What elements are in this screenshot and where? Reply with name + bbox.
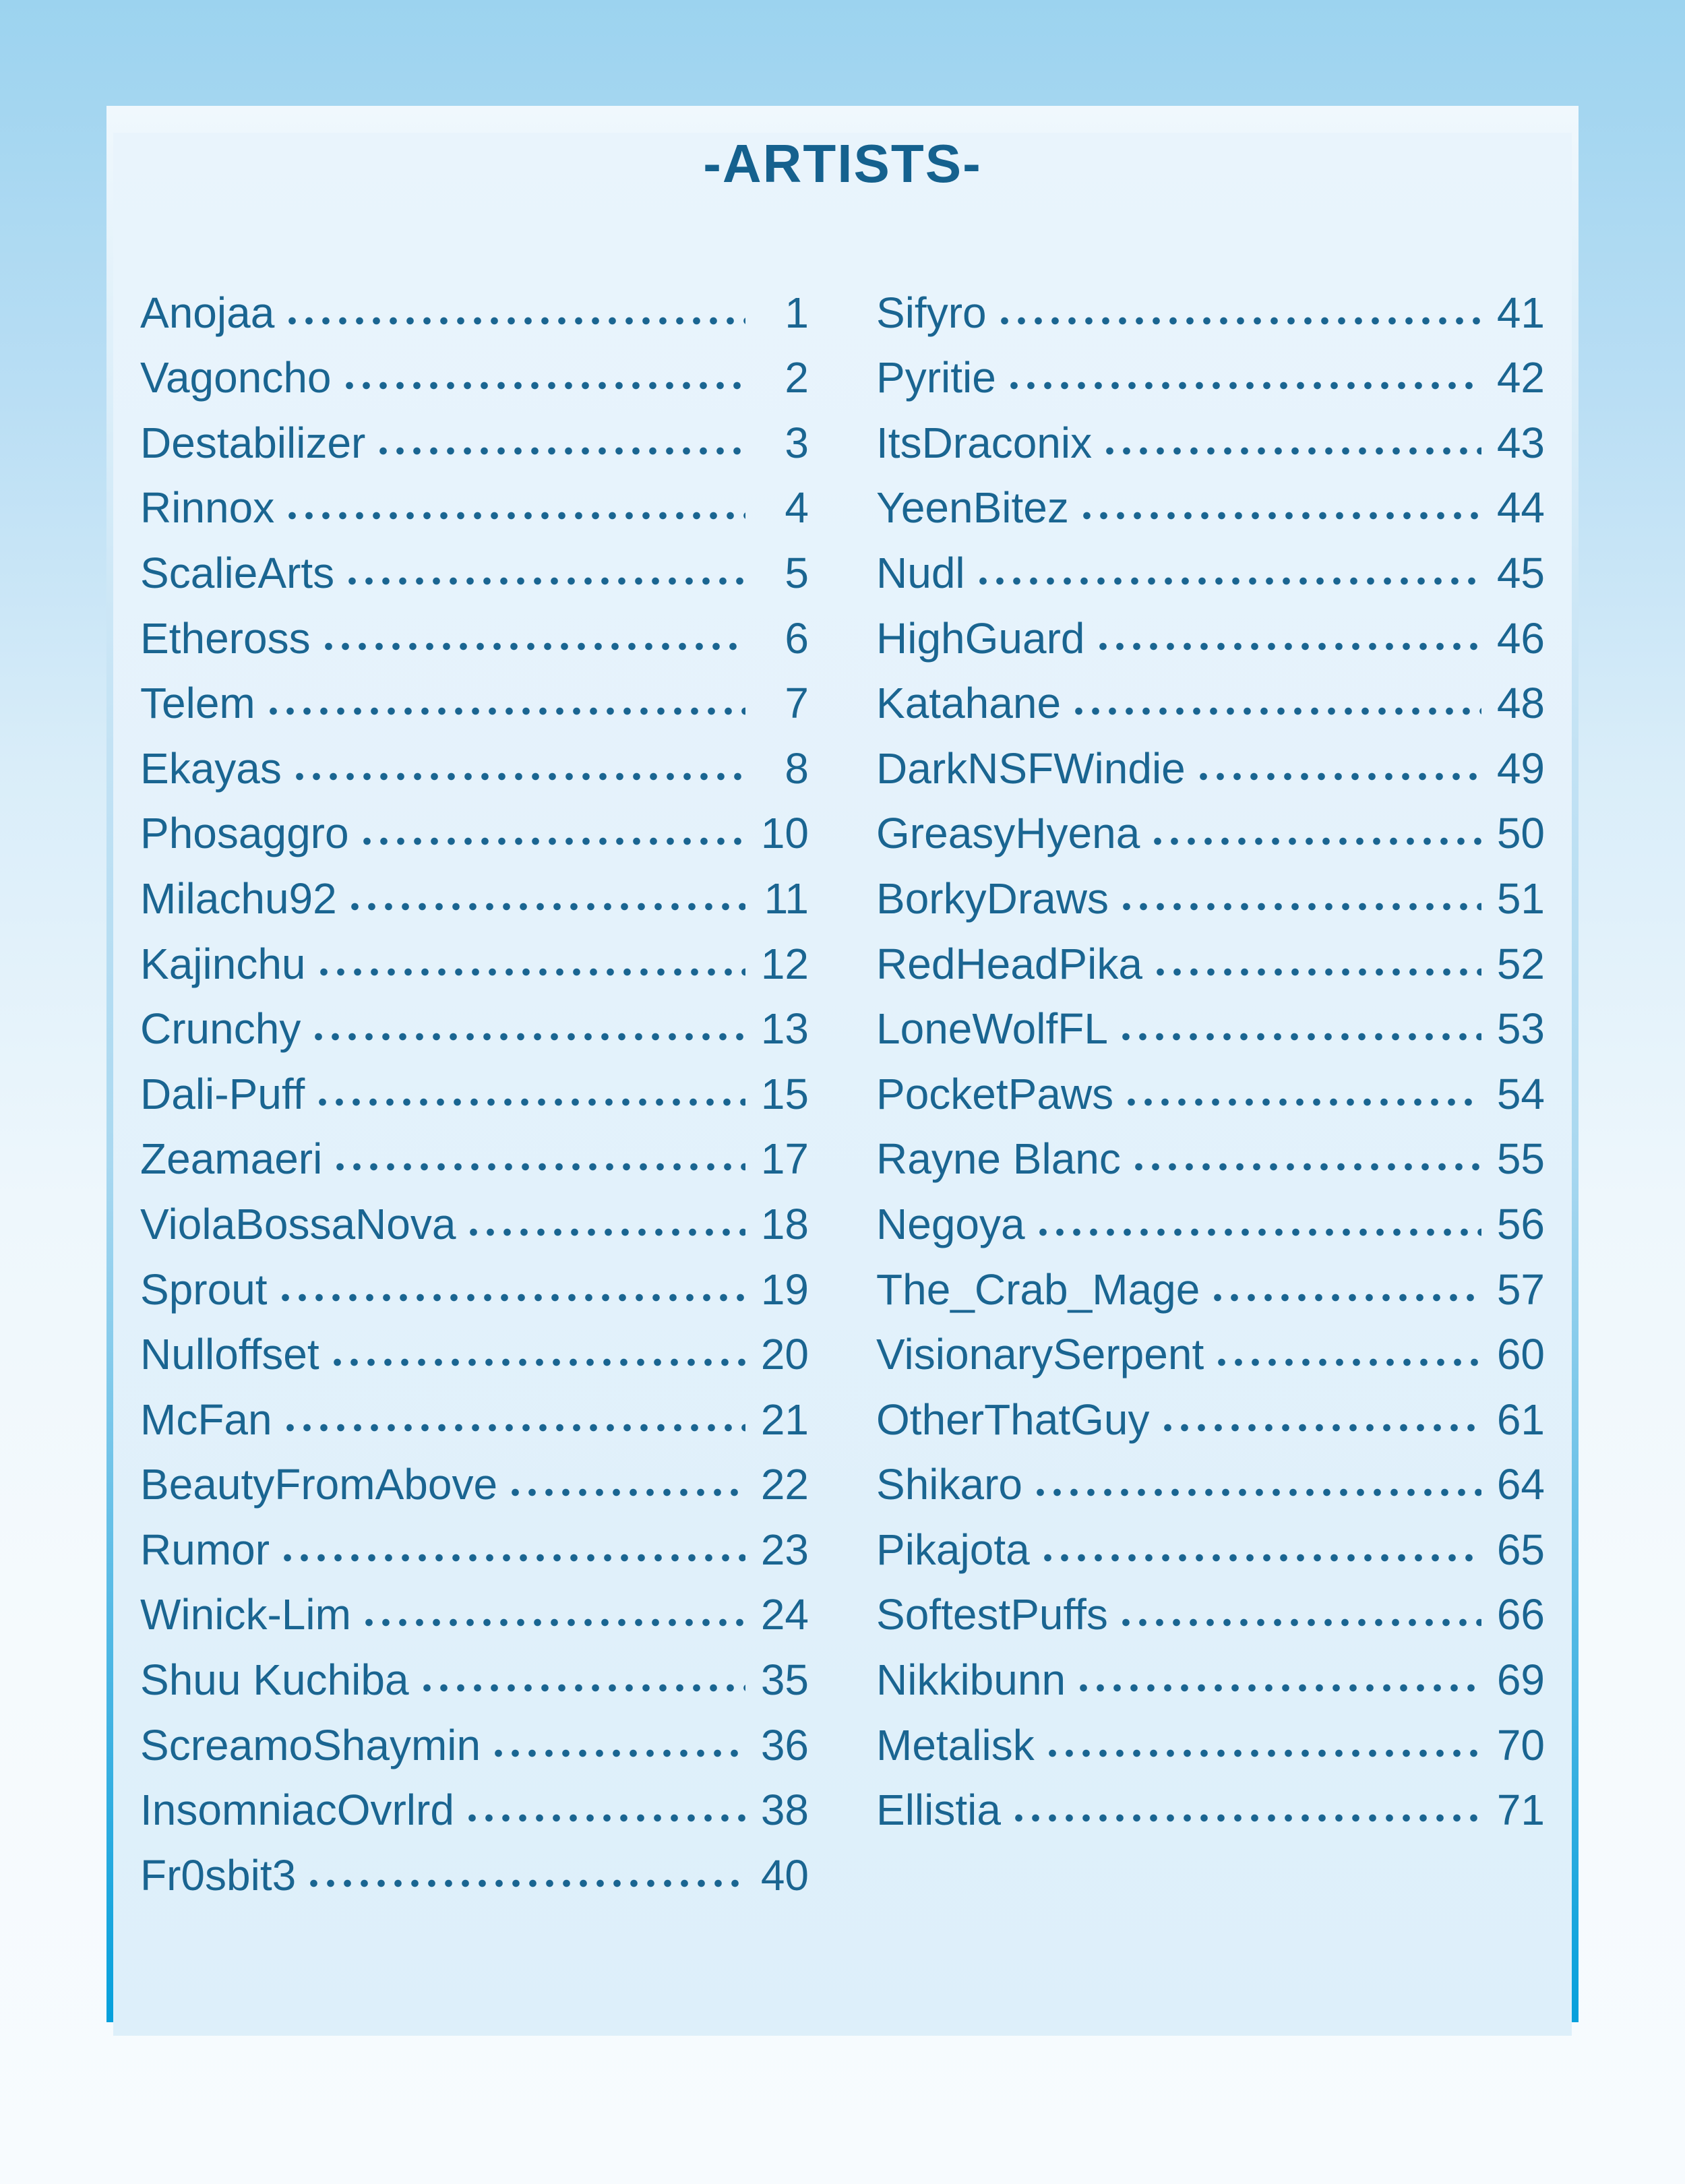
toc-entry: [140, 529, 809, 595]
page-number: 22: [760, 1460, 809, 1509]
toc-entry: [876, 1571, 1545, 1637]
dot-leader: [1117, 1033, 1481, 1041]
dot-leader: [284, 512, 745, 520]
page-number: 61: [1496, 1395, 1545, 1444]
page-number: 15: [760, 1069, 809, 1118]
toc-entry: [876, 269, 1545, 337]
page-number: 23: [760, 1525, 809, 1574]
toc-entry: [876, 1311, 1545, 1379]
artist-name: OtherThatGuy: [876, 1395, 1150, 1444]
toc-entry: [876, 1246, 1545, 1314]
dot-leader: [282, 1424, 745, 1432]
artist-name: VisionarySerpent: [876, 1330, 1204, 1379]
page-number: 5: [785, 548, 809, 597]
dot-leader: [346, 903, 745, 911]
artist-name: Ekayas: [140, 744, 282, 793]
dot-leader: [1078, 512, 1481, 520]
artist-name: ViolaBossaNova: [140, 1199, 456, 1248]
page-number: 55: [1496, 1134, 1545, 1184]
dot-leader: [375, 447, 745, 455]
page-number: 17: [760, 1134, 809, 1184]
dot-leader: [975, 577, 1481, 585]
artist-name: Metalisk: [876, 1720, 1035, 1769]
artist-name: Fr0sbit3: [140, 1850, 297, 1900]
toc-entry: [876, 1767, 1545, 1835]
dot-leader: [1095, 642, 1482, 650]
artist-name: McFan: [140, 1395, 272, 1444]
dot-leader: [1010, 1814, 1481, 1822]
toc-entry: [140, 1180, 809, 1246]
page-number: 48: [1496, 679, 1545, 728]
page-number: 35: [760, 1656, 809, 1705]
dot-leader: [361, 1618, 745, 1627]
artist-name: Telem: [140, 679, 255, 728]
artist-name: Ellistia: [876, 1786, 1001, 1835]
artist-name: Nulloffset: [140, 1330, 319, 1379]
dot-leader: [1070, 707, 1481, 715]
artist-name: Destabilizer: [140, 418, 366, 467]
artist-name: Shikaro: [876, 1460, 1022, 1509]
dot-leader: [1195, 772, 1481, 781]
dot-leader: [291, 772, 745, 781]
page-number: 56: [1496, 1199, 1545, 1248]
artist-name: Shuu Kuchiba: [140, 1656, 409, 1705]
dot-leader: [1044, 1749, 1481, 1757]
toc-entry: [876, 790, 1545, 858]
dot-leader: [314, 1098, 745, 1106]
page-number: 12: [760, 939, 809, 988]
page-number: 69: [1496, 1656, 1545, 1705]
toc-entry: [876, 1050, 1545, 1116]
artist-name: InsomniacOvrlrd: [140, 1786, 454, 1835]
toc-entry: [140, 1441, 809, 1507]
toc-panel: [106, 106, 1579, 2022]
artist-name: ScalieArts: [140, 548, 335, 597]
toc-entry: [876, 1636, 1545, 1705]
toc-entry: [876, 855, 1545, 923]
artist-name: Milachu92: [140, 874, 337, 923]
artist-name: RedHeadPika: [876, 939, 1142, 988]
dot-leader: [329, 1358, 745, 1366]
toc-entry: [140, 1311, 809, 1379]
dot-leader: [359, 837, 745, 845]
toc-entry: [140, 790, 809, 858]
artist-name: Anojaa: [140, 288, 275, 337]
dot-leader: [1130, 1163, 1481, 1171]
artist-name: DarkNSFWindie: [876, 744, 1186, 793]
dot-leader: [465, 1228, 745, 1236]
artist-name: Nudl: [876, 548, 965, 597]
toc-entry: [140, 399, 809, 467]
artist-name: Phosaggro: [140, 809, 349, 858]
page-number: 4: [785, 483, 809, 533]
artist-name: Rayne Blanc: [876, 1134, 1121, 1184]
toc-entry: [876, 595, 1545, 663]
toc-entry: [876, 1441, 1545, 1507]
toc-entry: [876, 1180, 1545, 1246]
artist-name: Sprout: [140, 1265, 268, 1314]
dot-leader: [284, 317, 745, 325]
page-number: 21: [760, 1395, 809, 1444]
page-number: 40: [760, 1850, 809, 1900]
page-number: 57: [1496, 1265, 1545, 1314]
artist-name: SoftestPuffs: [876, 1590, 1108, 1639]
artist-name: Rinnox: [140, 483, 275, 533]
page-number: 7: [785, 679, 809, 728]
page-number: 70: [1496, 1720, 1545, 1769]
artist-name: GreasyHyena: [876, 809, 1140, 858]
dot-leader: [490, 1749, 745, 1757]
dot-leader: [1075, 1684, 1481, 1692]
artist-name: ItsDraconix: [876, 418, 1093, 467]
page-number: 2: [785, 353, 809, 402]
dot-leader: [279, 1554, 745, 1562]
toc-entry: [140, 855, 809, 923]
dot-leader: [1149, 837, 1481, 845]
dot-leader: [1006, 382, 1481, 390]
toc-entry: [140, 985, 809, 1054]
toc-entry: [876, 1506, 1545, 1574]
page-number: 43: [1496, 418, 1545, 467]
toc-entry: [876, 1376, 1545, 1444]
toc-column-right: [876, 269, 1545, 1897]
artist-name: Dali-Puff: [140, 1069, 305, 1118]
page-number: 66: [1496, 1590, 1545, 1639]
artist-name: Pikajota: [876, 1525, 1030, 1574]
artist-name: Winick-Lim: [140, 1590, 351, 1639]
dot-leader: [1117, 1618, 1481, 1627]
page-number: 24: [760, 1590, 809, 1639]
toc-entry: [140, 1376, 809, 1444]
dot-leader: [1032, 1488, 1481, 1496]
toc-entry: [140, 920, 809, 988]
dot-leader: [332, 1163, 745, 1171]
toc-entry: [876, 529, 1545, 595]
toc-entry: [876, 1701, 1545, 1767]
artist-name: The_Crab_Mage: [876, 1265, 1200, 1314]
page-number: 3: [785, 418, 809, 467]
toc-entry: [140, 269, 809, 337]
page-number: 6: [785, 613, 809, 663]
page-number: 71: [1496, 1786, 1545, 1835]
dot-leader: [305, 1879, 745, 1887]
dot-leader: [1039, 1554, 1481, 1562]
page-number: 45: [1496, 548, 1545, 597]
artist-name: Nikkibunn: [876, 1656, 1066, 1705]
artist-name: Zeamaeri: [140, 1134, 323, 1184]
dot-leader: [277, 1294, 745, 1302]
toc-entry: [140, 1050, 809, 1116]
toc-entry: [140, 1571, 809, 1637]
toc-entry: [140, 1701, 809, 1767]
page-number: 49: [1496, 744, 1545, 793]
page-number: 11: [764, 874, 809, 923]
page-number: 20: [760, 1330, 809, 1379]
dot-leader: [1213, 1358, 1481, 1366]
dot-leader: [1101, 447, 1481, 455]
artist-name: PocketPaws: [876, 1069, 1114, 1118]
page-number: 46: [1496, 613, 1545, 663]
dot-leader: [1209, 1294, 1481, 1302]
page-number: 13: [760, 1004, 809, 1054]
toc-panel-inner: [113, 133, 1572, 2036]
page-title: -ARTISTS-: [703, 133, 982, 193]
artist-name: Katahane: [876, 679, 1062, 728]
dot-leader: [507, 1488, 745, 1496]
toc-entry: [876, 725, 1545, 793]
toc-entry: [140, 1636, 809, 1705]
page-number: 50: [1496, 809, 1545, 858]
page-number: 51: [1496, 874, 1545, 923]
dot-leader: [1123, 1098, 1481, 1106]
dot-leader: [464, 1814, 745, 1822]
toc-entry: [140, 595, 809, 663]
toc-entry: [140, 725, 809, 793]
artist-name: Rumor: [140, 1525, 270, 1574]
dot-leader: [996, 317, 1481, 325]
artist-name: ScreamoShaymin: [140, 1720, 481, 1769]
dot-leader: [1159, 1424, 1482, 1432]
page-number: 1: [785, 288, 809, 337]
toc-entry: [140, 660, 809, 728]
page-number: 10: [760, 809, 809, 858]
toc-column-left: [140, 269, 809, 1900]
artist-name: Crunchy: [140, 1004, 301, 1054]
page-number: 65: [1496, 1525, 1545, 1574]
dot-leader: [1118, 903, 1481, 911]
artist-name: BorkyDraws: [876, 874, 1109, 923]
page-number: 44: [1496, 483, 1545, 533]
dot-leader: [341, 382, 746, 390]
dot-leader: [265, 707, 745, 715]
dot-leader: [1035, 1228, 1481, 1236]
toc-entry: [140, 1506, 809, 1574]
toc-entry: [876, 464, 1545, 533]
toc-entry: [876, 1116, 1545, 1184]
artist-name: Kajinchu: [140, 939, 306, 988]
page-number: 38: [760, 1786, 809, 1835]
page-number: 60: [1496, 1330, 1545, 1379]
toc-entry: [876, 660, 1545, 728]
toc-entry: [876, 399, 1545, 467]
toc-entry: [140, 1246, 809, 1314]
page-number: 42: [1496, 353, 1545, 402]
toc-entry: [140, 1831, 809, 1900]
dot-leader: [1152, 968, 1481, 976]
page-number: 8: [785, 744, 809, 793]
toc-entry: [876, 920, 1545, 988]
page-number: 52: [1496, 939, 1545, 988]
page-number: 64: [1496, 1460, 1545, 1509]
toc-entry: [876, 334, 1545, 400]
dot-leader: [310, 1033, 745, 1041]
artist-name: HighGuard: [876, 613, 1085, 663]
artist-name: YeenBitez: [876, 483, 1069, 533]
dot-leader: [320, 642, 745, 650]
page-number: 18: [760, 1199, 809, 1248]
artist-name: Sifyro: [876, 288, 987, 337]
artist-name: Pyritie: [876, 353, 996, 402]
page-number: 36: [760, 1720, 809, 1769]
toc-entry: [140, 464, 809, 533]
page-number: 19: [760, 1265, 809, 1314]
page-number: 54: [1496, 1069, 1545, 1118]
toc-entry: [140, 334, 809, 400]
toc-entry: [140, 1767, 809, 1835]
page-number: 41: [1496, 288, 1545, 337]
artist-name: Vagoncho: [140, 353, 332, 402]
artist-name: BeautyFromAbove: [140, 1460, 498, 1509]
dot-leader: [344, 577, 745, 585]
artist-name: Etheross: [140, 613, 311, 663]
page-number: 53: [1496, 1004, 1545, 1054]
dot-leader: [419, 1684, 745, 1692]
artist-name: LoneWolfFL: [876, 1004, 1108, 1054]
toc-entry: [876, 985, 1545, 1054]
dot-leader: [315, 968, 746, 976]
toc: [113, 269, 1572, 1900]
artist-name: Negoya: [876, 1199, 1025, 1248]
toc-entry: [140, 1116, 809, 1184]
